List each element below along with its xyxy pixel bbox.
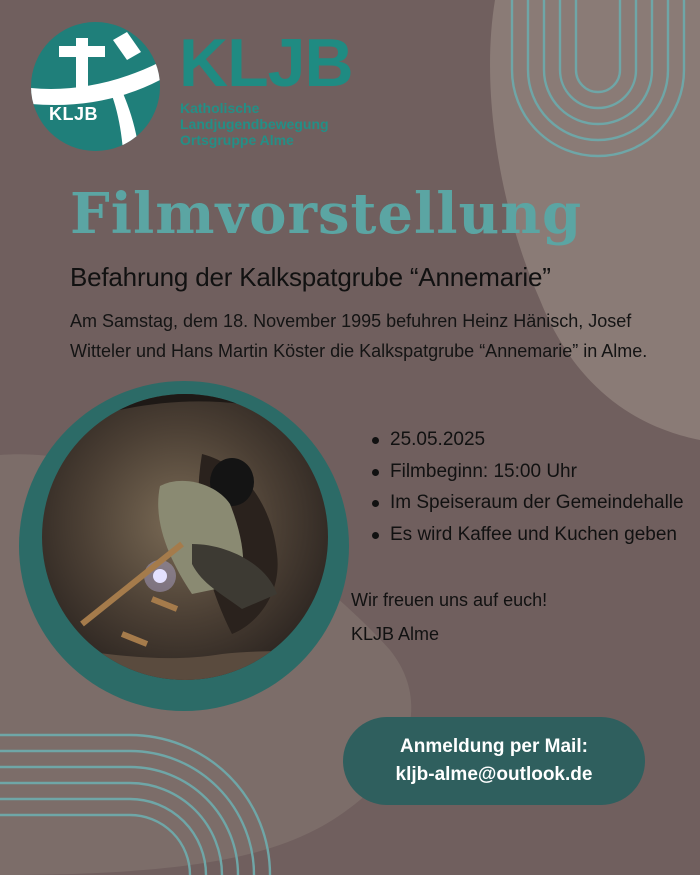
tagline-line: Ortsgruppe Alme xyxy=(180,132,294,148)
tagline-line: Katholische xyxy=(180,100,260,116)
mine-photo xyxy=(42,394,328,680)
brand-name: KLJB xyxy=(179,25,353,101)
list-item: Es wird Kaffee und Kuchen geben xyxy=(372,519,684,551)
description-line: Witteler und Hans Martin Köster die Kalkspatgrube “Annemarie” in Alme. xyxy=(70,341,648,361)
event-description xyxy=(70,306,680,366)
list-item: Filmbeginn: 15:00 Uhr xyxy=(372,456,684,488)
mine-scene xyxy=(42,394,328,680)
logo-text: KLJB xyxy=(49,104,99,124)
registration-label: Anmeldung per Mail: xyxy=(400,736,588,757)
list-item: 25.05.2025 xyxy=(372,424,684,456)
closing-line: KLJB Alme xyxy=(351,624,440,644)
cross-icon xyxy=(31,22,160,151)
registration-email[interactable]: kljb-alme@outlook.de xyxy=(395,764,593,785)
kljb-logo xyxy=(31,22,160,151)
list-item: Im Speiseraum der Gemeindehalle xyxy=(372,487,684,519)
closing-text xyxy=(351,583,547,651)
event-details-list xyxy=(372,424,684,550)
event-subtitle: Befahrung der Kalkspatgrube “Annemarie” xyxy=(70,262,551,292)
description-line: Am Samstag, dem 18. November 1995 befuhren Heinz Hänisch, Josef xyxy=(70,311,632,331)
registration-button[interactable] xyxy=(343,717,645,805)
page-title: Filmvorstellung xyxy=(70,181,583,247)
tagline-line: Landjugendbewegung xyxy=(180,116,329,132)
brand-tagline xyxy=(180,100,360,148)
closing-line: Wir freuen uns auf euch! xyxy=(351,590,548,610)
